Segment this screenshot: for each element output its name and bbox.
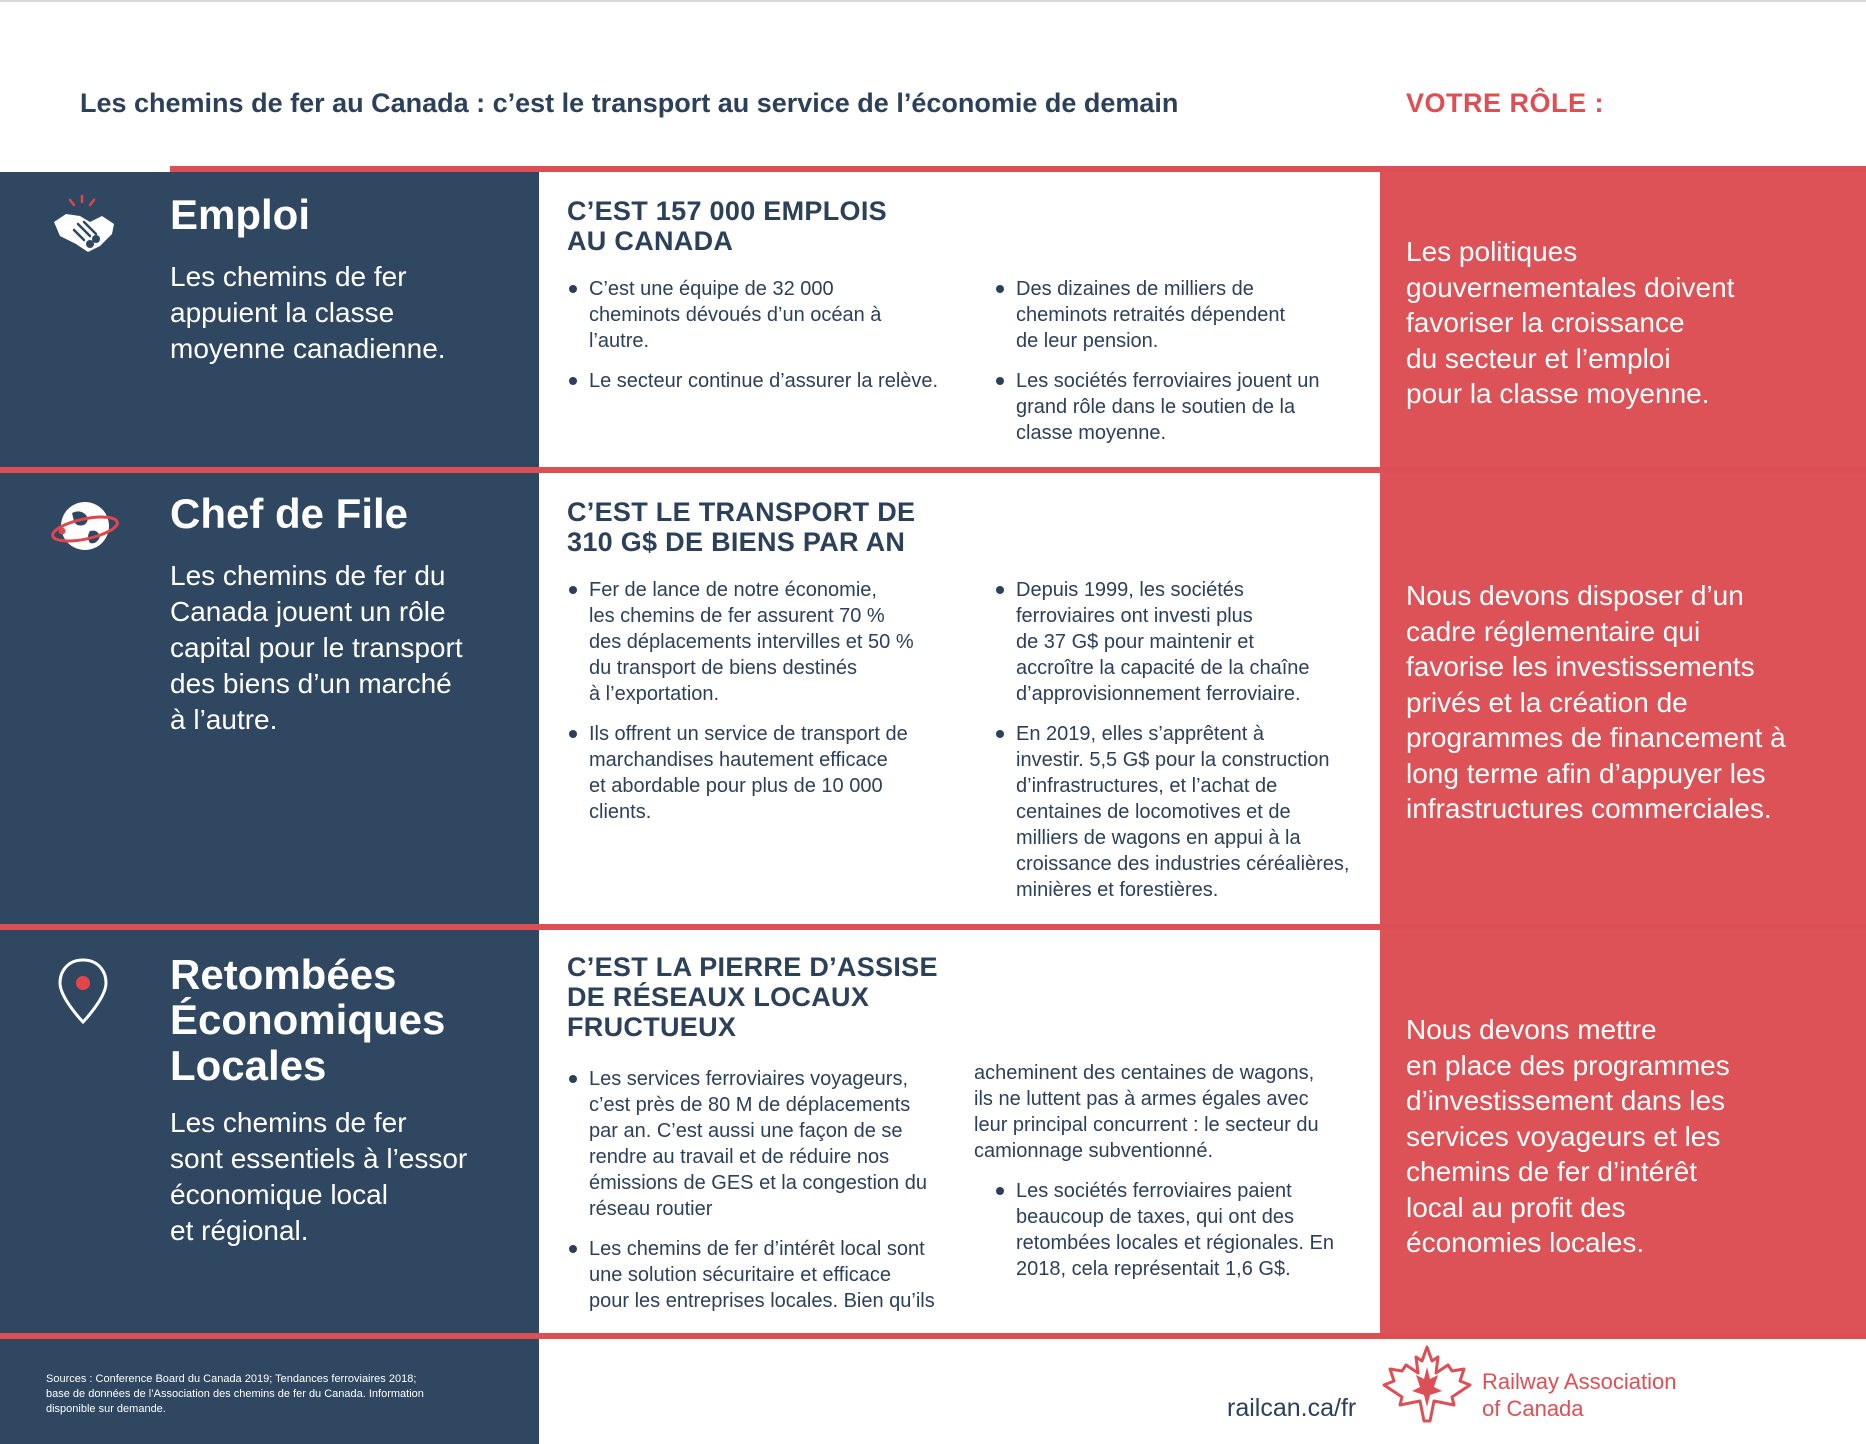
section-chef-de-file: [0, 473, 1866, 924]
role-heading: VOTRE RÔLE :: [1406, 88, 1605, 118]
section-title: Emploi: [170, 191, 311, 238]
section-description: Les chemins de fer du Canada jouent un rôle capital pour le transport des biens d’un marché à l’autre.: [170, 560, 463, 735]
sources-text: Sources : Conference Board du Canada 2019; Tendances ferroviaires 2018; base de données de l’Association des chemins de fer du Canada. Information disponible sur demande.: [46, 1373, 424, 1415]
section-title: Retombées Économiques Locales: [170, 951, 446, 1089]
section-intro: [0, 172, 539, 467]
section-details: [539, 172, 1380, 467]
bullet-list: [567, 577, 967, 839]
section-details: [539, 930, 1380, 1333]
section-intro: [0, 930, 539, 1333]
role-panel: [1380, 473, 1866, 924]
bullet-list: [567, 276, 967, 408]
list-item: Les services ferroviaires voyageurs, c’est près de 80 M de déplacements par an. C’est aussi une façon de se rendre au travail et de réduire nos émissions de GES et la congestion du réseau routier: [567, 1066, 977, 1222]
sources-panel: [0, 1339, 539, 1444]
role-text: Nous devons mettre en place des programmes d’investissement dans les services voyageurs et les chemins de fer d’intérêt local au profit des économies locales.: [1406, 1014, 1730, 1258]
section-emploi: [0, 172, 1866, 467]
maple-leaf-icon: [1380, 1345, 1475, 1425]
bullet-list: [974, 1060, 1374, 1296]
section-retombees: [0, 930, 1866, 1333]
bullet-list: [567, 1066, 977, 1328]
website-link[interactable]: railcan.ca/fr: [1227, 1394, 1357, 1422]
handshake-icon: [50, 192, 120, 262]
list-item: En 2019, elles s’apprêtent à investir. 5,5 G$ pour la construction d’infrastructures, et l’achat de centaines de locomotives et de milliers de wagons en appui à la croissance des industries céréalières, minières et forestières.: [994, 721, 1374, 903]
page-title: Les chemins de fer au Canada : c’est le transport au service de l’économie de demain: [80, 88, 1179, 118]
section-description: Les chemins de fer appuient la classe moyenne canadienne.: [170, 261, 446, 364]
list-item-continuation: acheminent des centaines de wagons, ils ne luttent pas à armes égales avec leur principal concurrent : le secteur du camionnage subventionné.: [974, 1062, 1319, 1162]
org-name: Railway Association of Canada: [1482, 1369, 1677, 1421]
section-title: Chef de File: [170, 490, 409, 537]
list-item: Les sociétés ferroviaires paient beaucoup de taxes, qui ont des retombées locales et régionales. En 2018, cela représentait 1,6 G$.: [994, 1178, 1374, 1282]
top-rule: [0, 0, 1866, 2]
role-panel: [1380, 172, 1866, 467]
section-headline: C’EST LA PIERRE D’ASSISE DE RÉSEAUX LOCAUX FRUCTUEUX: [567, 952, 938, 1042]
map-pin-icon: [48, 952, 118, 1032]
list-item: Les chemins de fer d’intérêt local sont une solution sécuritaire et efficace pour les entreprises locales. Bien qu’ils: [567, 1236, 977, 1314]
list-item: Le secteur continue d’assurer la relève.: [567, 368, 967, 394]
list-item: Des dizaines de milliers de cheminots retraités dépendent de leur pension.: [994, 276, 1369, 354]
role-text: Les politiques gouvernementales doivent favoriser la croissance du secteur et l’emploi pour la classe moyenne.: [1406, 236, 1735, 409]
bullet-list: [994, 577, 1374, 917]
list-item: Les sociétés ferroviaires jouent un grand rôle dans le soutien de la classe moyenne.: [994, 368, 1369, 446]
bullet-list: [994, 276, 1369, 460]
list-item: Depuis 1999, les sociétés ferroviaires ont investi plus de 37 G$ pour maintenir et accroître la capacité de la chaîne d’approvisionnement ferroviaire.: [994, 577, 1374, 707]
section-description: Les chemins de fer sont essentiels à l’essor économique local et régional.: [170, 1107, 468, 1246]
role-text: Nous devons disposer d’un cadre réglementaire qui favorise les investissements privés et la création de programmes de financement à long terme afin d’appuyer les infrastructures commerciales.: [1406, 580, 1786, 824]
globe-icon: [50, 491, 120, 561]
section-intro: [0, 473, 539, 924]
section-details: [539, 473, 1380, 924]
list-item: Fer de lance de notre économie, les chemins de fer assurent 70 % des déplacements intervilles et 50 % du transport de biens destinés à l’exportation.: [567, 577, 967, 707]
list-item: Ils offrent un service de transport de marchandises hautement efficace et abordable pour plus de 10 000 clients.: [567, 721, 967, 825]
section-headline: C’EST 157 000 EMPLOIS AU CANADA: [567, 196, 887, 256]
section-headline: C’EST LE TRANSPORT DE 310 G$ DE BIENS PAR AN: [567, 497, 916, 557]
list-item: C’est une équipe de 32 000 cheminots dévoués d’un océan à l’autre.: [567, 276, 967, 354]
role-panel: [1380, 930, 1866, 1333]
